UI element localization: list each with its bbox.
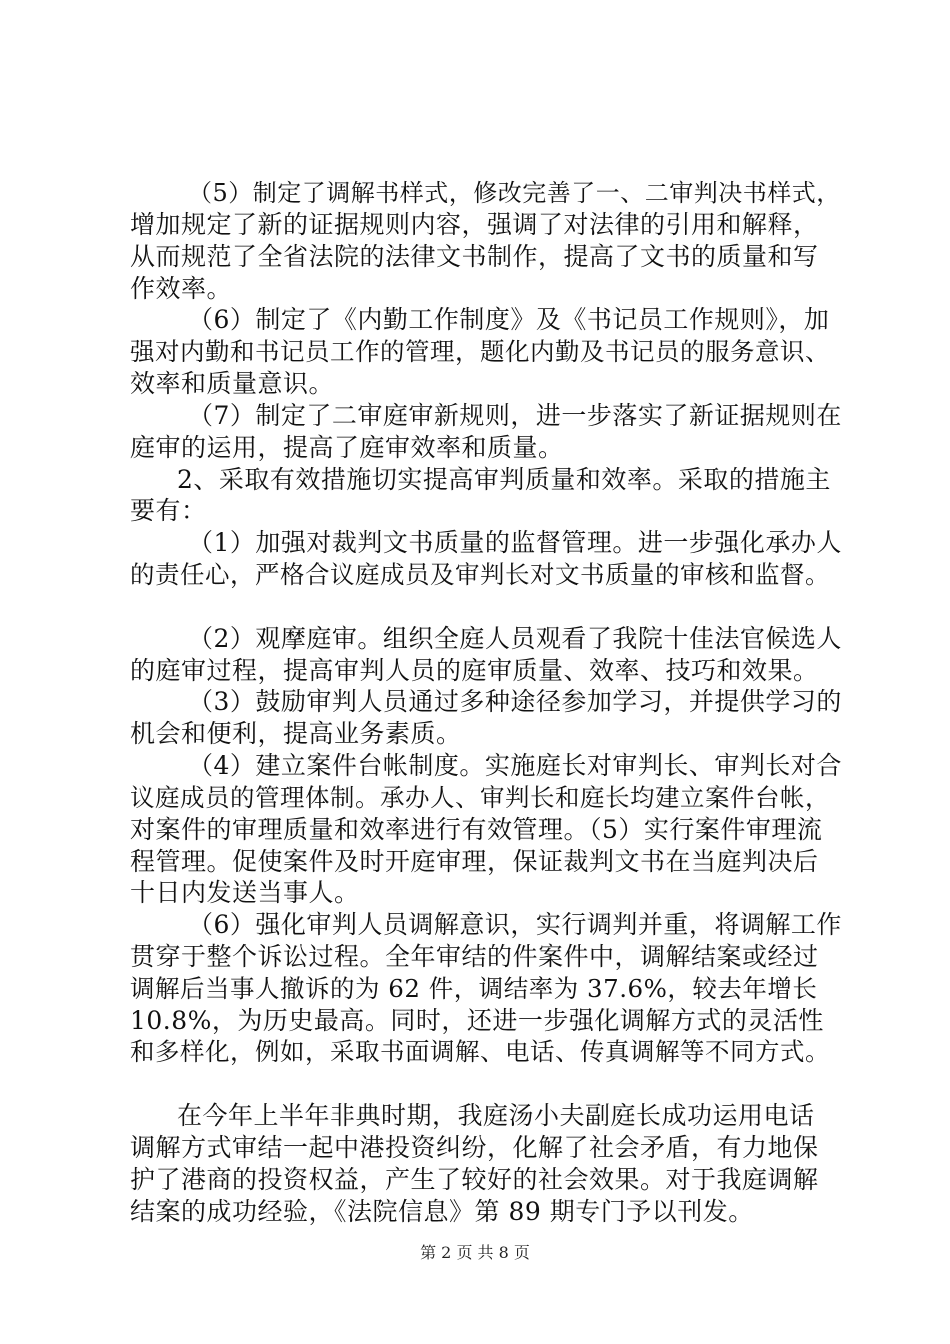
text-line: 10.8%，为历史最高。同时，还进一步强化调解方式的灵活性 [130, 1006, 824, 1035]
text-line: （6）制定了《内勤工作制度》及《书记员工作规则》，加 [188, 305, 830, 334]
text-line: 庭审的运用，提高了庭审效率和质量。 [130, 433, 564, 462]
text-line: 机会和便利，提高业务素质。 [130, 719, 462, 748]
text-line: （6）强化审判人员调解意识，实行调判并重，将调解工作 [188, 910, 842, 939]
text-line: （3）鼓励审判人员通过多种途径参加学习，并提供学习的 [188, 687, 842, 716]
text-line: 议庭成员的管理体制。承办人、审判长和庭长均建立案件台帐， [130, 783, 830, 812]
text-line: 对案件的审理质量和效率进行有效管理。（5）实行案件审理流 [130, 815, 823, 844]
text-line: 增加规定了新的证据规则内容，强调了对法律的引用和解释， [130, 210, 819, 239]
text-line: 十日内发送当事人。 [130, 878, 360, 907]
page-number-footer: 第 2 页 共 8 页 [420, 1243, 530, 1262]
text-line: 的责任心，严格合议庭成员及审判长对文书质量的审核和监督。 [130, 560, 830, 589]
text-line: 的庭审过程，提高审判人员的庭审质量、效率、技巧和效果。 [130, 656, 819, 685]
text-line: 要有： [130, 496, 207, 525]
text-line: （4）建立案件台帐制度。实施庭长对审判长、审判长对合 [188, 751, 842, 780]
text-line: （7）制定了二审庭审新规则，进一步落实了新证据规则在 [188, 401, 842, 430]
text-line: 程管理。促使案件及时开庭审理，保证裁判文书在当庭判决后 [130, 847, 819, 876]
text-line: 2、采取有效措施切实提高审判质量和效率。采取的措施主 [177, 465, 831, 494]
text-line: 护了港商的投资权益，产生了较好的社会效果。对于我庭调解 [130, 1165, 819, 1194]
text-line: 在今年上半年非典时期，我庭汤小夫副庭长成功运用电话 [177, 1101, 815, 1130]
text-line: 效率和质量意识。 [130, 369, 335, 398]
text-line: 作效率。 [130, 274, 233, 303]
text-line: 调解后当事人撤诉的为 62 件，调结率为 37.6%，较去年增长 [130, 974, 818, 1003]
text-line: 结案的成功经验，《法院信息》第 89 期专门予以刊发。 [130, 1197, 754, 1226]
text-line: （1）加强对裁判文书质量的监督管理。进一步强化承办人 [188, 528, 842, 557]
text-line: 调解方式审结一起中港投资纠纷，化解了社会矛盾，有力地保 [130, 1133, 819, 1162]
text-line: 和多样化，例如，采取书面调解、电话、传真调解等不同方式。 [130, 1037, 830, 1066]
text-line: 从而规范了全省法院的法律文书制作，提高了文书的质量和写 [130, 242, 819, 271]
text-line: 强对内勤和书记员工作的管理，题化内勤及书记员的服务意识、 [130, 337, 830, 366]
text-line: （5）制定了调解书样式，修改完善了一、二审判决书样式， [188, 179, 841, 207]
text-line: 贯穿于整个诉讼过程。全年审结的件案件中，调解结案或经过 [130, 942, 819, 971]
text-line: （2）观摩庭审。组织全庭人员观看了我院十佳法官候选人 [188, 624, 842, 653]
